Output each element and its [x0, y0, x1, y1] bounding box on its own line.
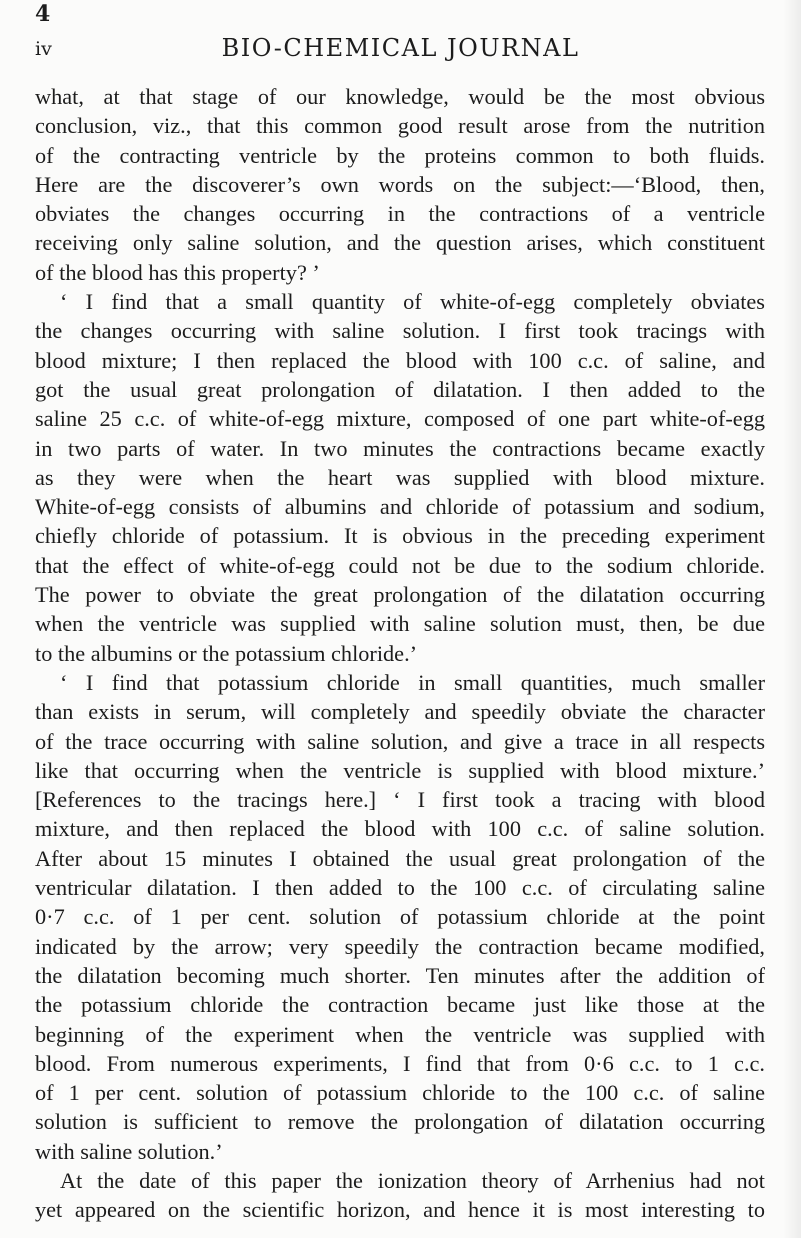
text-line: The power to obviate the great prolongation of the dilatation occurring — [35, 582, 765, 608]
text-line: what, at that stage of our knowledge, would be the most obvious — [35, 84, 765, 109]
running-head: BIO-CHEMICAL JOURNAL — [221, 34, 580, 62]
text-line: that the effect of white-of-egg could not be due to the sodium chloride. — [35, 552, 765, 578]
page-number: 4 — [35, 1, 51, 27]
text-line: in two parts of water. In two minutes the contractions became exactly — [35, 435, 765, 461]
text-line: [References to the tracings here.] ‘ I first took a tracing with blood — [35, 787, 765, 813]
text-line: After about 15 minutes I obtained the usual great prolongation of the — [35, 845, 765, 871]
text-line: ventricular dilatation. I then added to the 100 c.c. of circulating saline — [35, 875, 765, 901]
text-line: blood. From numerous experiments, I find that from 0·6 c.c. to 1 c.c. — [35, 1050, 765, 1076]
text-line: ‘ I find that potassium chloride in small quantities, much smaller — [60, 669, 765, 695]
text-line: Here are the discoverer’s own words on the subject:—‘Blood, then, — [35, 171, 765, 197]
text-line: 0·7 c.c. of 1 per cent. solution of potassium chloride at the point — [35, 904, 765, 930]
text-line: with saline solution.’ — [35, 1138, 223, 1164]
text-line: yet appeared on the scientific horizon, and hence it is most interesting to — [35, 1197, 765, 1223]
text-line: beginning of the experiment when the ventricle was supplied with — [35, 1021, 765, 1047]
text-line: like that occurring when the ventricle is supplied with blood mixture.’ — [35, 757, 765, 783]
page-edge-shadow — [783, 0, 801, 1238]
text-line: indicated by the arrow; very speedily the contraction became modified, — [35, 933, 765, 959]
text-line: to the albumins or the potassium chloride.’ — [35, 640, 418, 666]
text-line: mixture, and then replaced the blood with 100 c.c. of saline solution. — [35, 816, 765, 842]
text-line: conclusion, viz., that this common good result arose from the nutrition — [35, 113, 765, 139]
text-line: of the blood has this property? ’ — [35, 259, 320, 285]
text-line: of the trace occurring with saline solution, and give a trace in all respects — [35, 728, 765, 754]
text-line: chiefly chloride of potassium. It is obvious in the preceding experiment — [35, 523, 765, 549]
text-line: White-of-egg consists of albumins and chloride of potassium and sodium, — [35, 494, 765, 520]
text-line: ‘ I find that a small quantity of white-of-egg completely obviates — [60, 289, 765, 315]
text-line: receiving only saline solution, and the question arises, which constituent — [35, 230, 765, 256]
text-line: of 1 per cent. solution of potassium chloride to the 100 c.c. of saline — [35, 1080, 765, 1106]
text-line: of the contracting ventricle by the proteins common to both fluids. — [35, 142, 765, 168]
text-line: solution is sufficient to remove the prolongation of dilatation occurring — [35, 1109, 765, 1135]
text-line: than exists in serum, will completely and speedily obviate the character — [35, 699, 765, 725]
text-line: the potassium chloride the contraction became just like those at the — [35, 992, 765, 1018]
body-text — [35, 82, 765, 1225]
text-line: when the ventricle was supplied with saline solution must, then, be due — [35, 611, 765, 637]
text-line: the changes occurring with saline solution. I first took tracings with — [35, 318, 765, 344]
text-line: saline 25 c.c. of white-of-egg mixture, composed of one part white-of-egg — [35, 406, 765, 432]
text-line: At the date of this paper the ionization theory of Arrhenius had not — [60, 1167, 765, 1193]
text-line: the dilatation becoming much shorter. Ten minutes after the addition of — [35, 962, 765, 988]
text-line: as they were when the heart was supplied with blood mixture. — [35, 464, 765, 490]
text-line: blood mixture; I then replaced the blood with 100 c.c. of saline, and — [35, 347, 765, 373]
text-line: got the usual great prolongation of dilatation. I then added to the — [35, 376, 765, 402]
text-line: obviates the changes occurring in the contractions of a ventricle — [35, 201, 765, 227]
roman-folio: iv — [35, 38, 52, 60]
